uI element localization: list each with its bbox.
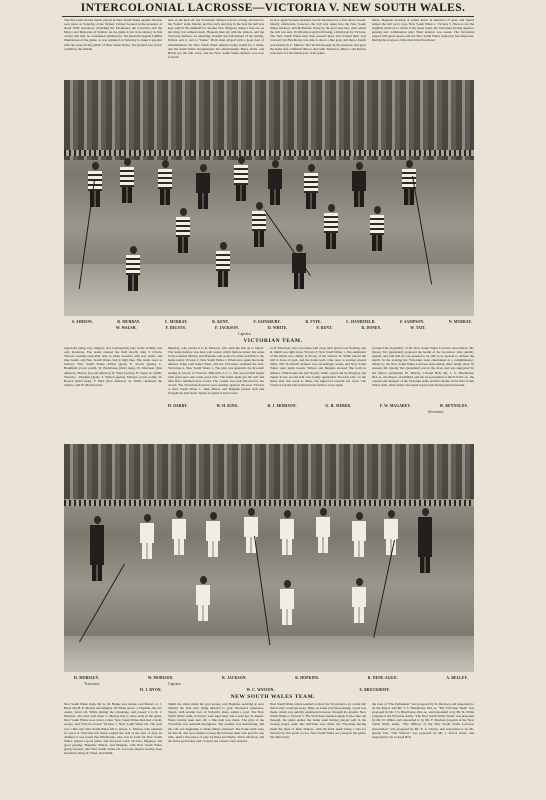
player-name: G. H. SIEBER. [325,404,352,408]
top-column-4: effort, Hopkins securing at centre threw in direction of goal, and Spiers helped the ball on its way. New South Wales 1, Victoria 5. There is not the slightest doubt as to which is the better team, the Victorians having superior passing and combination play. Their defence was sound. The Victorians played with great speed, and the New South Wales team play has improved. During the progress of the match his Excellency [372,18,474,43]
player-name: F. W. MAGAREY. [379,404,411,408]
player-figure [314,508,332,553]
nsw-team-photo [64,444,474,672]
player-figure [170,510,188,555]
player-name: H. J. RYON. [140,688,162,692]
player-figure [214,242,232,287]
top-column-1: The first intercolonial match played in New South Wales against Victoria took place on Saturday at the Sydney Cricket Ground in the presence of about 1000 spectators, including his Excellency the Governor and the Mayor and Mayoress of Sydney. As the game is yet in its infancy in this colony this may be considered satisfactory. We herewith append faithful illustrations of the game, as was rendered on Saturday to make it popular with the sport-loving public of New South Wales. The ground was in fair condition, the middle [64,18,162,51]
player-figure [350,512,368,557]
nsw-names-row-2 [140,688,390,692]
captain-note: Captain. [238,332,252,336]
player-name: W. TAIT. [410,326,426,330]
player-name: C. HANDFIELD. [346,320,376,324]
player-name: R. FYFE. [305,320,322,324]
player-name: W. MORISON. [147,676,174,680]
player-name: R. JACKSON. [222,676,247,680]
player-name: S. SIMSON. [72,320,93,324]
player-figure [382,510,400,555]
player-name: R. DENE-AGGO. [367,676,398,680]
player-figure [194,164,212,209]
player-figure [86,162,104,207]
middle-column-3: to W. Morrison, who was taken well away after great loose fielding, and R. Smith was right close, Victoria 3; New South Wales 1. The remainder of the match was chiefly in favour of the visitors. R. Smith placed the ball in front of goal, and the home team came near to scoring several times. The Victorians' defence was exceedingly sound, and New South Wales were again beaten. Wilson and Mangan showed fine form in defence. Wilson kept the ball in play, while a good run by Magarey and Spiers in the second half was loudly applauded. Forward play on the home side was weak at times, but improved towards the close. The visitors took the ball well down the field to score again. [270,346,366,387]
player-name: R. KENT. [212,320,230,324]
player-name: A. BELLEY. [446,676,468,680]
player-name: F. KENT. [316,326,333,330]
treasurer-note: Treasurer. [84,682,101,686]
player-name: E. BROCKHOFF. [359,688,390,692]
nsw-team-caption: NEW SOUTH WALES TEAM. [230,694,316,700]
player-name: F. DELVES. [165,326,187,330]
balcony-rail [64,500,474,506]
player-name: C. MURRAY. [164,320,188,324]
nsw-captain-note: Captain. [168,682,182,686]
player-figure [118,158,136,203]
bottom-column-1: New South Wales team, Mr. G. M. Henke was referee, and Messrs. G. J. Hurst and H. E. Morley and umpires. Of White and A. J. Hopkins, the two centre, faced off. White putting the advantage, and passed it to R. J. Morison, who shot well wide. C. Murray had to retire early in the game, New South Wales were down a man. New South Wales then had a lucky escape, and Victoria scored. Victoria 1, New South Wales nil. The goal was a fine one; New South Wales fell to pieces. C. Murray, who returned for good at Victorian left home, helped the side at the start of play. In addition it was noted that Hawthorne, who was in form for New South Wales, played a good game, and did good work. Victoria, Magarey, and good passing. Hopkins, Wilson, and Mangan, with New South Wales going forward, and New South Wales nil. Lacrosse players having been honoured, King, R. Ward, and Smith. [64,702,162,756]
player-figure [250,202,268,247]
player-figure [350,578,368,623]
grandstand-background [64,444,474,499]
player-name: N. MURRAY. [448,320,472,324]
player-figure [322,204,340,249]
player-name: W. REYNOLDS. [439,404,468,408]
title-rule [62,16,474,17]
player-name: W. C. WATSON. [246,688,275,692]
top-column-2: and, on the kick off, the Victorians' defence was too strong, and tried to the "home" team. Murray and the early and play in the lead the ball was kept well in the midfield for another turn. Magarey doing a fine run on the wing, but without result. Honours then lay with the visitors, and the Victorian defence, on returning, brought the ball instead of the netting. Delves sent it, and to "home." Both sides played with a good deal of determination, the New South Wales defence being sound for a while, and the South Wales strengthened, but unfortunately. Barry, Dolle, and Harris got the ball away, and the New South Wales defence was now forward. [168,18,264,59]
player-figure [302,164,320,209]
player-figure [174,208,192,253]
player-name: F. SAINSBURY. [253,320,281,324]
page-title: INTERCOLONIAL LACROSSE—VICTORIA V. NEW SOUTH WALES. [80,2,466,14]
player-figure [278,580,296,625]
player-name: D. WHITE. [268,326,288,330]
player-figure [232,156,250,201]
victorian-team-photo [64,80,474,316]
player-figure [416,508,434,573]
player-figure [266,160,284,205]
bottom-column-2: Smith the attack made the goal escape, and Hopkins, securing at once without the ball, play being directed to goal. Morison's assistance, Spiers, with another two of Victoria's shots, added a goal. The New South Wales team, however, were kept busy and would not be denied. Ward, having been sent off, a fine rush was made. The play of the Victorians was splendid throughout. The weather was threatening, and the rain was beginning to make things awkward. The home team were far less fit, and were unable to keep the ball near their own goal for any time, until a fine piece of play by King and Darby. Ward, Morison, and the home goal being well covered, the visitors were pressed. [168,702,264,743]
player-figure [194,576,212,621]
player-figure [350,162,368,207]
victorian-names-row-2 [116,326,426,330]
balcony-rail [64,150,474,156]
nsw-officials-names [168,404,468,408]
top-column-3: In play again Victoria attacked, but W. Morrison by a fine throw scored. Shortly afterwards, however, the ball was taken into the New South Wales territory, and McFarlane broke by the goal and shot, with which the ball was sent. W. Morrison again following, a third goal for Victoria. The New South Wales men then pressed hard, and worked their way forward; but Hawthorne was able to shoot a fine goal, and then a fourth was kicked by C. Murray. The Victorians kept up the pressure, and gave the home side a difficult time to deal with. Morrison, Munro, and Delves took turns for the fourth goal of the game. [270,18,366,55]
player-name: W. WALSH. [116,326,137,330]
bottom-column-3: New South Wales attack seemed to allow the Victorians to go on the ball before they could get away. Then, on some very fine passing, a goal was made, which was quickly equalised, however, through the ground. New South Wales 2, Victoria 5. The Victorians attacked again; from a fine run through, the game ended, the home team having played well in the closing stages. After this half-time was called, the Victorians having made the most of their chances, with the final result being a win for Victoria by five goals to two. New South Wales are young in the game, but improving. [270,702,366,739]
player-figure [124,246,142,291]
bottom-column-4: the toast of "The Parliament" was proposed by D. Morison, and responded to by the Mayor and Mr. J. S. Hawthorne, M.L.A. "The Victorian Team" was proposed by Mr. J. S. Hawthorne, M.L.A., and responded to by Mr. D. White (captain of the Victorian team). "The New South Wales Team" was proposed by Mr. D. White, and responded to by Mr. F. Morison (captain of the New South Wales team). "The Officers of the New South Wales Lacrosse Association" was proposed by Mr. E. G. Doney, and responded to by Mr. Quong Tart. "The Visitors" was proposed by Mr. J. Trevor Jones, and responded to by Colonel Bell. [372,702,474,739]
player-name: F. SAMPSON. [400,320,425,324]
player-name: F. JACKSON. [215,326,240,330]
player-name: W. H. KING. [216,404,239,408]
player-name: H. DARBY. [168,404,188,408]
secretary-note: Secretary. [428,410,445,414]
nsw-names-row-1 [74,676,468,680]
victorian-names-row-1 [72,320,472,324]
lacrosse-stick [254,536,270,645]
player-name: R. J. MORISON. [267,404,297,408]
player-name: R. MURRAY. [117,320,141,324]
grandstand-background [64,80,474,160]
player-figure [278,510,296,555]
player-name: R. DONEY. [361,326,382,330]
middle-column-1: especially being very slippery, and consequently play in the vicinity was only moderate. The teams entered the field shortly after 3 o'clock, Victoria looking especially neat in white sweaters with red, white, and blue bands, and New South Wales clad in light blue. The teams were as follows: New South Wales—Fallon (goal), E. Jacobs (point), C. Handfield (cover point), W. Backhouse (third man), W. Morrison (first defence), Murray (second defence), R. Ward (centre), H. Sagar, R. Smith. Victoria— Hopkins (goal), T. Wilson (point), Mangan (cover point), W. Bowen (third man), F. Hird (first defence). D. White captained the visitors, and W. Morrison the [64,346,162,387]
player-name: R. HOPKINS. [295,676,320,680]
player-figure [204,512,222,557]
player-figure [88,516,106,581]
middle-column-4: accepted the hospitality of the New South Wales Lacrosse Association. Mr. Quong Tart (president) proposed the health of the Governor, who suitably replied, and said that he was pleased to be able to be present to witness the match. In the evening the Victorians were entertained at a complimentary dinner by the New South Wales Lacrosse Association, there being about 70 present. Mr. Quong Tart (president) was in the chair, and was supported by the Mayor (Alderman M. Harris), Colonel Bell, Mr. J. S. Hawthorne, M.L.A., the Mayor of Ashfield, and the vice-president of the N.S.W.L.A., the captain and manager of the Victorian team, and the captain of the New South Wales team. After dinner, the usual loyal toasts having been honoured, [372,346,474,387]
player-figure [242,508,260,553]
player-figure [138,514,156,559]
player-name: H. MOBSLEY. [74,676,100,680]
middle-column-2: Magarey, who passed it to R. Morison, who send the ball on to Spiers. The home defence was here well tested, which (before stated, but some in the returned Murray and Hopkins, and as the two men took him to the home team). Victoria 1; New South Wales 1. When once again the home defence being well under Ward, and the Victorians obtained the lead. Victorians 2, New South Wales 1. The play was splendid, the first-half ending in favour of Victoria. Half-time 3 to 1. The second half began with great pace and some good runs. The home team got the ball and after fine combined play scored. The contest was well followed by the crowd. The Victorians however were quickly again in the lead. Victoria 4, New South Wales 1. Then Munro and Hopkins played well and brought the ball down. Spiers accepted it and scored. [168,346,264,396]
victorian-team-caption: VICTORIAN TEAM. [243,338,303,344]
player-figure [368,206,386,251]
player-figure [156,160,174,205]
